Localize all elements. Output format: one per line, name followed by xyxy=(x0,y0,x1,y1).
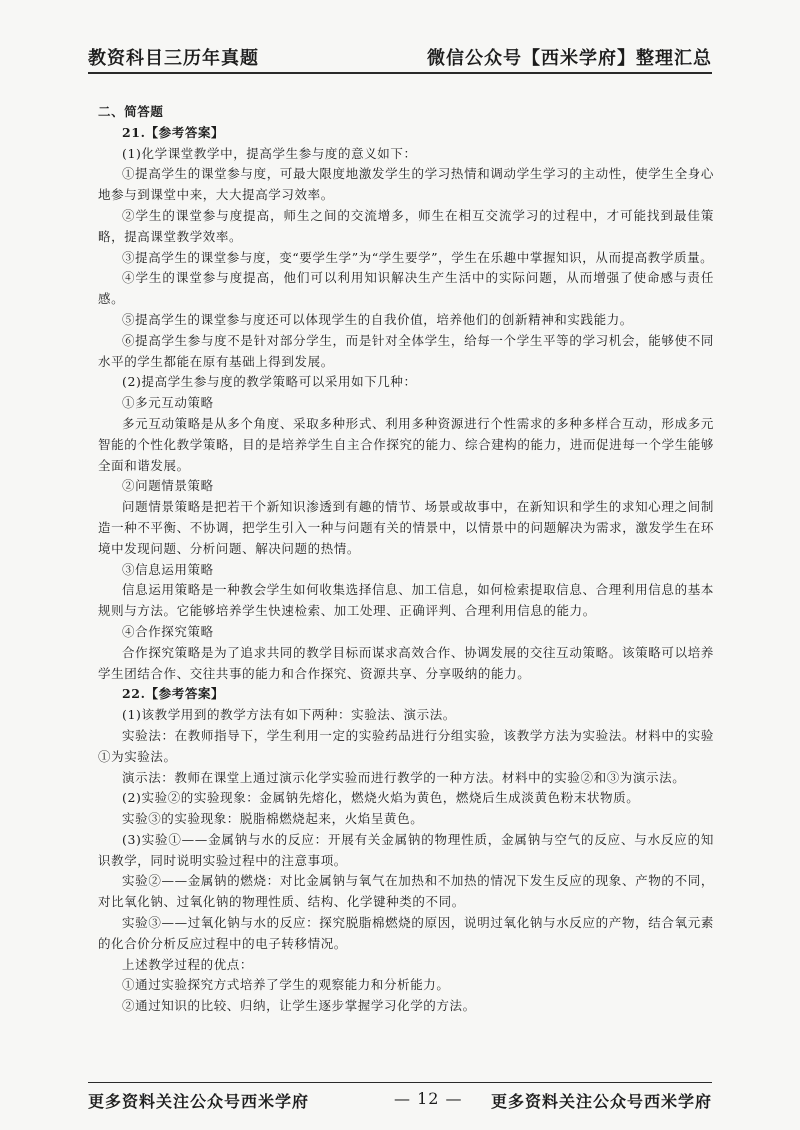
paragraph: ③信息运用策略 xyxy=(122,561,214,577)
header-left-title: 教资科目三历年真题 xyxy=(88,48,259,69)
paragraph: ⑥提高学生参与度不是针对部分学生，而是针对全体学生，给每一个学生平等的学习机会，能够使不同水平的学生都能在原有基础上得到发展。 xyxy=(98,332,714,369)
paragraph: (2)实验②的实验现象：金属钠先熔化，燃烧火焰为黄色，燃烧后生成淡黄色粉末状物质。 xyxy=(122,790,640,806)
paragraph: 信息运用策略是一种教会学生如何收集选择信息、加工信息，如何检索提取信息、合理利用信息的基本规则与方法。它能够培养学生快速检索、加工处理、正确评判、合理利用信息的能力。 xyxy=(98,582,714,619)
paragraph: 演示法：教师在课堂上通过演示化学实验而进行教学的一种方法。材料中的实验②和③为演示法。 xyxy=(122,769,686,785)
paragraph: 合作探究策略是为了追求共同的教学目标而谋求高效合作、协调发展的交往互动策略。该策略可以培养学生团结合作、交往共事的能力和合作探究、资源共享、分享吸纳的能力。 xyxy=(98,644,714,681)
footer-right-note: 更多资料关注公众号西米学府 xyxy=(490,1092,712,1111)
paragraph: ④合作探究策略 xyxy=(122,623,214,639)
paragraph: ①通过实验探究方式培养了学生的观察能力和分析能力。 xyxy=(122,977,450,993)
paragraph: 多元互动策略是从多个角度、采取多种形式、利用多种资源进行个性需求的多种多样合互动，形成多元智能的个性化教学策略，目的是培养学生自主合作探究的能力、综合建构的能力，进而促进每一个学生能够全面和谐发展。 xyxy=(98,415,714,473)
paragraph: ②问题情景策略 xyxy=(122,478,214,494)
paragraph: (2)提高学生参与度的教学策略可以采用如下几种： xyxy=(122,374,417,390)
page-header xyxy=(88,42,712,74)
paragraph: ①提高学生的课堂参与度，可最大限度地激发学生的学习热情和调动学生学习的主动性，使学生全身心地参与到课堂中来，大大提高学习效率。 xyxy=(98,166,714,203)
answer-text-block xyxy=(98,123,714,1017)
paragraph: (1)化学课堂教学中，提高学生参与度的意义如下： xyxy=(122,145,417,161)
answer-label: 22.【参考答案】 xyxy=(122,686,225,702)
paragraph: 实验③的实验现象：脱脂棉燃烧起来，火焰呈黄色。 xyxy=(122,811,424,827)
paragraph: ②学生的课堂参与度提高，师生之间的交流增多，师生在相互交流学习的过程中，才可能找到最佳策略，提高课堂教学效率。 xyxy=(98,207,714,244)
paragraph: 实验②——金属钠的燃烧：对比金属钠与氧气在加热和不加热的情况下发生反应的现象、产物的不同，对比氧化钠、过氧化钠的物理性质、结构、化学键种类的不同。 xyxy=(98,873,714,910)
paragraph: ③提高学生的课堂参与度，变“要学生学”为“学生要学”，学生在乐趣中掌握知识，从而提高教学质量。 xyxy=(122,249,714,265)
section-title: 二、简答题 xyxy=(98,104,164,119)
paragraph: 实验法：在教师指导下，学生利用一定的实验药品进行分组实验，该教学方法为实验法。材料中的实验①为实验法。 xyxy=(98,727,714,764)
paragraph: ⑤提高学生的课堂参与度还可以体现学生的自我价值，培养他们的创新精神和实践能力。 xyxy=(122,311,633,327)
paragraph: (3)实验①——金属钠与水的反应：开展有关金属钠的物理性质，金属钠与空气的反应、与水反应的知识教学，同时说明实验过程中的注意事项。 xyxy=(98,831,714,868)
paragraph: ②通过知识的比较、归纳，让学生逐步掌握学习化学的方法。 xyxy=(122,998,476,1014)
document-body xyxy=(98,102,714,1017)
paragraph: ④学生的课堂参与度提高，他们可以利用知识解决生产生活中的实际问题，从而增强了使命感与责任感。 xyxy=(98,270,714,307)
paragraph: 上述教学过程的优点： xyxy=(122,956,254,972)
header-right-title: 微信公众号【西米学府】整理汇总 xyxy=(427,48,712,69)
footer-left-note: 更多资料关注公众号西米学府 xyxy=(88,1092,310,1111)
paragraph: (1)该教学用到的教学方法有如下两种：实验法、演示法。 xyxy=(122,707,456,723)
paragraph: 问题情景策略是把若干个新知识渗透到有趣的情节、场景或故事中，在新知识和学生的求知心理之间制造一种不平衡、不协调，把学生引入一种与问题有关的情景中，以情景中的问题解决为需求，激发学生在环境中发现问题、分析问题、解决问题的热情。 xyxy=(98,499,714,556)
paragraph: ①多元互动策略 xyxy=(122,395,214,411)
page-footer xyxy=(88,1082,712,1113)
answer-label: 21.【参考答案】 xyxy=(122,124,225,140)
page-number: — 12 — xyxy=(394,1089,463,1108)
paragraph: 实验③——过氧化钠与水的反应：探究脱脂棉燃烧的原因，说明过氧化钠与水反应的产物，结合氧元素的化合价分析反应过程中的电子转移情况。 xyxy=(98,915,714,951)
